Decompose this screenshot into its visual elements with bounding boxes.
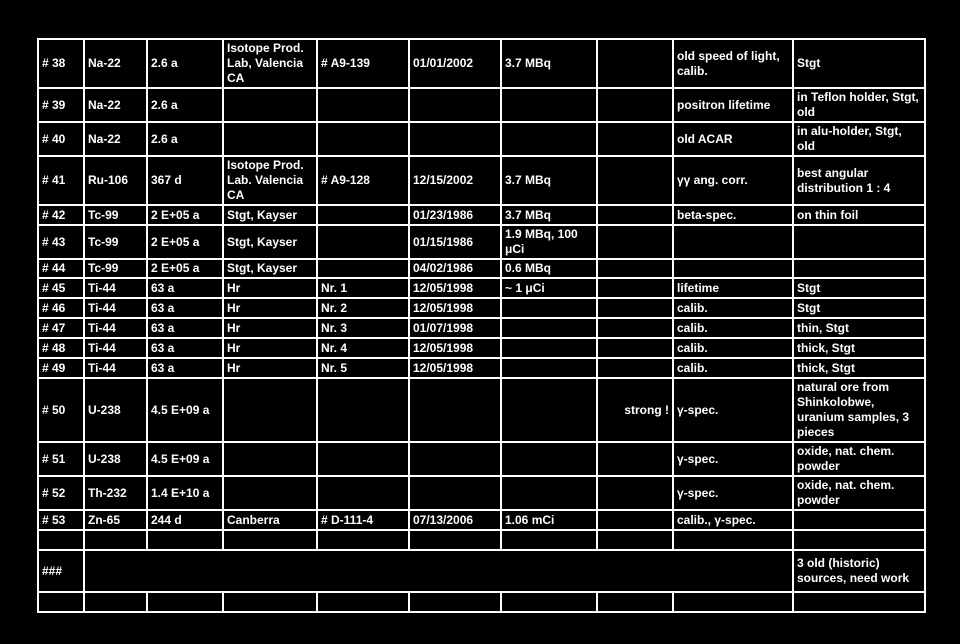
cell-date: 04/02/1986 — [409, 259, 501, 278]
cell-serial: # A9-139 — [317, 39, 409, 88]
cell-note: Stgt — [793, 278, 925, 298]
cell-half: 63 a — [147, 358, 223, 378]
cell-src: Stgt, Kayser — [223, 205, 317, 225]
empty-cell — [501, 530, 597, 550]
cell-note: best angular distribution 1 : 4 — [793, 156, 925, 205]
cell-half: 1.4 E+10 a — [147, 476, 223, 510]
cell-half: 2.6 a — [147, 122, 223, 156]
cell-iso: Na-22 — [84, 88, 147, 122]
cell-use — [673, 259, 793, 278]
empty-cell — [317, 530, 409, 550]
cell-act — [501, 476, 597, 510]
cell-date: 01/15/1986 — [409, 225, 501, 259]
table-row — [38, 225, 925, 259]
cell-use: calib. — [673, 338, 793, 358]
cell-date: 01/23/1986 — [409, 205, 501, 225]
cell-use: γ-spec. — [673, 476, 793, 510]
cell-serial: Nr. 4 — [317, 338, 409, 358]
cell-use: calib. — [673, 318, 793, 338]
cell-use: calib. — [673, 298, 793, 318]
table-row — [38, 378, 925, 442]
cell-date — [409, 122, 501, 156]
cell-half: 4.5 E+09 a — [147, 378, 223, 442]
inventory-sheet — [37, 38, 924, 607]
cell-src: Stgt, Kayser — [223, 225, 317, 259]
cell-iso: Ti-44 — [84, 358, 147, 378]
cell-use: γ-spec. — [673, 442, 793, 476]
cell-note: in alu-holder, Stgt, old — [793, 122, 925, 156]
empty-cell — [409, 592, 501, 612]
cell-act: 3.7 MBq — [501, 39, 597, 88]
cell-iso: Ti-44 — [84, 318, 147, 338]
cell-act — [501, 88, 597, 122]
footer-blank — [84, 550, 793, 592]
cell-serial — [317, 122, 409, 156]
cell-act — [501, 358, 597, 378]
table-row-spacer — [38, 530, 925, 550]
empty-cell — [223, 592, 317, 612]
cell-iso: Na-22 — [84, 122, 147, 156]
cell-act — [501, 318, 597, 338]
cell-src: Canberra — [223, 510, 317, 530]
cell-act: ~ 1 μCi — [501, 278, 597, 298]
cell-date — [409, 88, 501, 122]
cell-src — [223, 378, 317, 442]
cell-serial — [317, 225, 409, 259]
empty-cell — [597, 592, 673, 612]
cell-serial: Nr. 3 — [317, 318, 409, 338]
cell-iso: Ru-106 — [84, 156, 147, 205]
cell-stat — [597, 442, 673, 476]
cell-stat — [597, 39, 673, 88]
cell-note — [793, 510, 925, 530]
table-row — [38, 358, 925, 378]
cell-stat — [597, 156, 673, 205]
cell-src: Hr — [223, 298, 317, 318]
table-row — [38, 510, 925, 530]
cell-id: # 39 — [38, 88, 84, 122]
cell-id: # 50 — [38, 378, 84, 442]
cell-serial — [317, 88, 409, 122]
table-row-spacer — [38, 592, 925, 612]
cell-use: old ACAR — [673, 122, 793, 156]
cell-use: calib., γ-spec. — [673, 510, 793, 530]
cell-id: # 48 — [38, 338, 84, 358]
cell-serial — [317, 476, 409, 510]
cell-note: on thin foil — [793, 205, 925, 225]
cell-note: oxide, nat. chem. powder — [793, 442, 925, 476]
table-row — [38, 122, 925, 156]
cell-half: 2 E+05 a — [147, 259, 223, 278]
cell-use: calib. — [673, 358, 793, 378]
cell-src — [223, 476, 317, 510]
cell-act: 0.6 MBq — [501, 259, 597, 278]
cell-src: Hr — [223, 318, 317, 338]
cell-stat — [597, 88, 673, 122]
cell-id: # 51 — [38, 442, 84, 476]
empty-cell — [597, 530, 673, 550]
cell-src: Isotope Prod. Lab, Valencia CA — [223, 39, 317, 88]
cell-stat — [597, 205, 673, 225]
source-inventory-table — [37, 38, 926, 613]
cell-half: 244 d — [147, 510, 223, 530]
empty-cell — [501, 592, 597, 612]
cell-stat — [597, 510, 673, 530]
footer-note: 3 old (historic) sources, need work — [793, 550, 925, 592]
cell-id: # 44 — [38, 259, 84, 278]
cell-act: 1.9 MBq, 100 μCi — [501, 225, 597, 259]
table-row — [38, 442, 925, 476]
cell-use — [673, 225, 793, 259]
cell-id: # 52 — [38, 476, 84, 510]
cell-date — [409, 442, 501, 476]
cell-iso: Tc-99 — [84, 205, 147, 225]
cell-half: 63 a — [147, 338, 223, 358]
cell-id: # 53 — [38, 510, 84, 530]
cell-iso: U-238 — [84, 442, 147, 476]
cell-act — [501, 378, 597, 442]
cell-date: 12/05/1998 — [409, 298, 501, 318]
cell-serial: Nr. 1 — [317, 278, 409, 298]
cell-date: 12/05/1998 — [409, 338, 501, 358]
cell-act — [501, 122, 597, 156]
cell-iso: Tc-99 — [84, 259, 147, 278]
empty-cell — [84, 592, 147, 612]
cell-half: 63 a — [147, 298, 223, 318]
cell-src — [223, 122, 317, 156]
cell-id: # 47 — [38, 318, 84, 338]
cell-serial: # D-111-4 — [317, 510, 409, 530]
cell-iso: Na-22 — [84, 39, 147, 88]
empty-cell — [673, 592, 793, 612]
cell-iso: U-238 — [84, 378, 147, 442]
cell-half: 367 d — [147, 156, 223, 205]
table-row — [38, 318, 925, 338]
cell-half: 2.6 a — [147, 88, 223, 122]
cell-use: positron lifetime — [673, 88, 793, 122]
empty-cell — [147, 592, 223, 612]
cell-act: 3.7 MBq — [501, 156, 597, 205]
cell-date: 07/13/2006 — [409, 510, 501, 530]
empty-cell — [38, 592, 84, 612]
cell-note — [793, 225, 925, 259]
table-row-footer — [38, 550, 925, 592]
cell-serial: Nr. 2 — [317, 298, 409, 318]
cell-note: Stgt — [793, 298, 925, 318]
cell-src — [223, 442, 317, 476]
cell-date: 12/05/1998 — [409, 278, 501, 298]
empty-cell — [84, 530, 147, 550]
cell-id: # 43 — [38, 225, 84, 259]
cell-src: Hr — [223, 338, 317, 358]
cell-iso: Zn-65 — [84, 510, 147, 530]
cell-date — [409, 378, 501, 442]
empty-cell — [793, 530, 925, 550]
table-row — [38, 298, 925, 318]
cell-act: 1.06 mCi — [501, 510, 597, 530]
cell-stat — [597, 338, 673, 358]
cell-serial — [317, 259, 409, 278]
empty-cell — [793, 592, 925, 612]
cell-half: 63 a — [147, 318, 223, 338]
cell-date: 01/01/2002 — [409, 39, 501, 88]
table-row — [38, 88, 925, 122]
cell-act — [501, 442, 597, 476]
cell-note: natural ore from Shinkolobwe, uranium samples, 3 pieces — [793, 378, 925, 442]
empty-cell — [147, 530, 223, 550]
cell-half: 2 E+05 a — [147, 205, 223, 225]
cell-id: # 42 — [38, 205, 84, 225]
cell-use: beta-spec. — [673, 205, 793, 225]
cell-act — [501, 338, 597, 358]
cell-serial — [317, 378, 409, 442]
empty-cell — [223, 530, 317, 550]
cell-iso: Th-232 — [84, 476, 147, 510]
cell-use: γγ ang. corr. — [673, 156, 793, 205]
cell-use: old speed of light, calib. — [673, 39, 793, 88]
cell-date: 01/07/1998 — [409, 318, 501, 338]
cell-id: # 49 — [38, 358, 84, 378]
cell-src: Hr — [223, 278, 317, 298]
table-row — [38, 278, 925, 298]
cell-stat — [597, 278, 673, 298]
cell-act — [501, 298, 597, 318]
cell-half: 2 E+05 a — [147, 225, 223, 259]
cell-half: 63 a — [147, 278, 223, 298]
cell-stat — [597, 298, 673, 318]
cell-stat — [597, 122, 673, 156]
cell-stat — [597, 476, 673, 510]
table-row — [38, 476, 925, 510]
empty-cell — [409, 530, 501, 550]
cell-note: thick, Stgt — [793, 338, 925, 358]
cell-note — [793, 259, 925, 278]
table-row — [38, 39, 925, 88]
table-row — [38, 259, 925, 278]
cell-id: # 46 — [38, 298, 84, 318]
cell-stat — [597, 225, 673, 259]
cell-half: 2.6 a — [147, 39, 223, 88]
empty-cell — [673, 530, 793, 550]
cell-note: thin, Stgt — [793, 318, 925, 338]
empty-cell — [38, 530, 84, 550]
footer-id: ### — [38, 550, 84, 592]
table-row — [38, 205, 925, 225]
cell-note: in Teflon holder, Stgt, old — [793, 88, 925, 122]
cell-id: # 45 — [38, 278, 84, 298]
cell-stat — [597, 318, 673, 338]
cell-stat — [597, 259, 673, 278]
cell-src: Hr — [223, 358, 317, 378]
cell-iso: Ti-44 — [84, 278, 147, 298]
cell-iso: Ti-44 — [84, 298, 147, 318]
table-row — [38, 338, 925, 358]
cell-date — [409, 476, 501, 510]
cell-note: thick, Stgt — [793, 358, 925, 378]
cell-serial — [317, 205, 409, 225]
cell-stat — [597, 358, 673, 378]
cell-stat: strong ! — [597, 378, 673, 442]
cell-iso: Tc-99 — [84, 225, 147, 259]
cell-date: 12/15/2002 — [409, 156, 501, 205]
cell-id: # 41 — [38, 156, 84, 205]
cell-serial: Nr. 5 — [317, 358, 409, 378]
cell-half: 4.5 E+09 a — [147, 442, 223, 476]
cell-date: 12/05/1998 — [409, 358, 501, 378]
cell-note: oxide, nat. chem. powder — [793, 476, 925, 510]
cell-src — [223, 88, 317, 122]
cell-iso: Ti-44 — [84, 338, 147, 358]
table-row — [38, 156, 925, 205]
cell-note: Stgt — [793, 39, 925, 88]
cell-src: Stgt, Kayser — [223, 259, 317, 278]
cell-use: γ-spec. — [673, 378, 793, 442]
cell-src: Isotope Prod. Lab. Valencia CA — [223, 156, 317, 205]
empty-cell — [317, 592, 409, 612]
cell-id: # 38 — [38, 39, 84, 88]
cell-use: lifetime — [673, 278, 793, 298]
cell-id: # 40 — [38, 122, 84, 156]
cell-act: 3.7 MBq — [501, 205, 597, 225]
cell-serial — [317, 442, 409, 476]
cell-serial: # A9-128 — [317, 156, 409, 205]
